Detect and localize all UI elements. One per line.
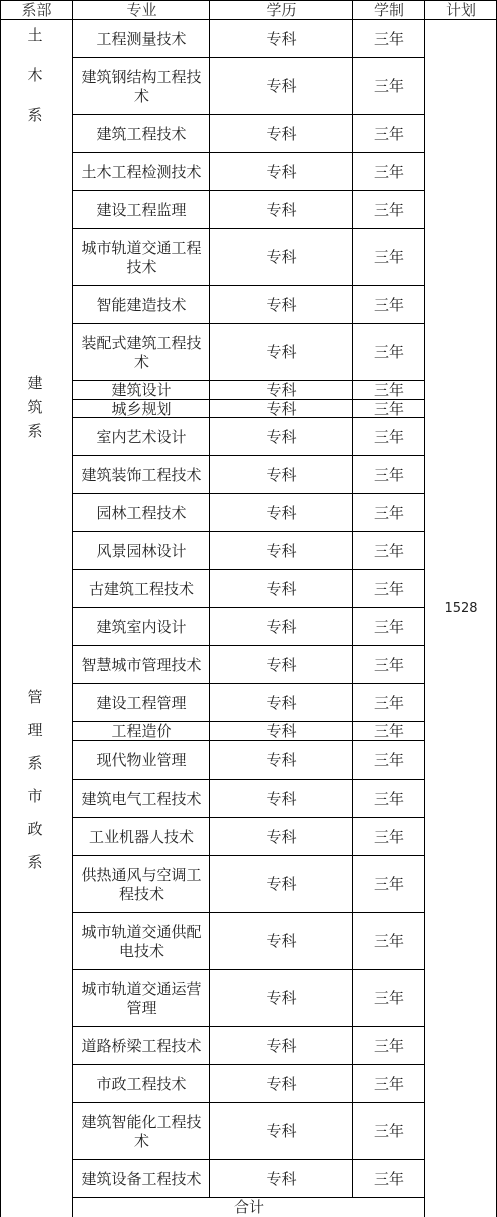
row-duration: 三年 (373, 617, 404, 636)
row-duration: 三年 (373, 465, 404, 484)
row-degree: 专科 (266, 399, 297, 418)
department-label-char: 筑 (27, 398, 43, 416)
row-major: 建筑智能化工程技术 (81, 1112, 202, 1150)
department-label-char: 系 (27, 106, 43, 124)
row-degree: 专科 (266, 541, 297, 560)
department-label-char: 土 (27, 26, 43, 44)
horizontal-rule (72, 190, 425, 191)
row-degree: 专科 (266, 1074, 297, 1093)
row-duration: 三年 (373, 827, 404, 846)
horizontal-rule (72, 779, 425, 780)
row-degree: 专科 (266, 295, 297, 314)
row-duration: 三年 (373, 503, 404, 522)
horizontal-rule (72, 1159, 425, 1160)
row-duration: 三年 (373, 381, 404, 399)
row-major: 园林工程技术 (96, 503, 187, 522)
department-label-char: 系 (27, 754, 43, 772)
row-major: 城乡规划 (111, 399, 172, 418)
vertical-rule (424, 0, 425, 1217)
row-duration: 三年 (373, 1074, 404, 1093)
row-major: 风景园林设计 (96, 541, 187, 560)
row-degree: 专科 (266, 875, 297, 893)
row-duration: 三年 (373, 751, 404, 769)
row-major: 建筑设备工程技术 (81, 1169, 202, 1188)
row-major: 城市轨道交通运营管理 (81, 979, 202, 1017)
horizontal-rule (72, 152, 425, 153)
row-major: 工程测量技术 (96, 29, 187, 48)
row-degree: 专科 (266, 503, 297, 522)
row-duration: 三年 (373, 343, 404, 361)
row-duration: 三年 (373, 1122, 404, 1140)
row-degree: 专科 (266, 693, 297, 712)
row-degree: 专科 (266, 29, 297, 48)
header-degree: 学历 (266, 0, 297, 19)
row-major: 建设工程管理 (96, 693, 187, 712)
row-degree: 专科 (266, 381, 297, 399)
row-major: 智慧城市管理技术 (81, 655, 202, 674)
row-major: 城市轨道交通工程技术 (81, 238, 202, 276)
horizontal-rule (72, 493, 425, 494)
row-major: 建筑钢结构工程技术 (81, 67, 202, 105)
row-major: 建筑电气工程技术 (81, 789, 202, 808)
header-dept: 系部 (21, 0, 52, 19)
horizontal-rule (72, 645, 425, 646)
row-duration: 三年 (373, 162, 404, 181)
row-degree: 专科 (266, 1122, 297, 1140)
department-label-char: 木 (27, 66, 43, 84)
total-label: 合计 (233, 1198, 264, 1216)
plan-total: 1528 (444, 601, 478, 616)
row-duration: 三年 (373, 655, 404, 674)
department-label-char: 管 (27, 688, 43, 706)
row-duration: 三年 (373, 248, 404, 266)
row-major: 土木工程检测技术 (81, 162, 202, 181)
department-label-char: 建 (27, 374, 43, 392)
horizontal-rule (72, 969, 425, 970)
row-degree: 专科 (266, 989, 297, 1007)
horizontal-rule (72, 721, 425, 722)
row-major: 建筑设计 (111, 381, 172, 399)
row-duration: 三年 (373, 541, 404, 560)
row-duration: 三年 (373, 989, 404, 1007)
horizontal-rule (72, 607, 425, 608)
row-major: 供热通风与空调工程技术 (81, 865, 202, 903)
row-degree: 专科 (266, 248, 297, 266)
department-label-char: 市 (27, 787, 43, 805)
row-major: 建筑工程技术 (96, 124, 187, 143)
horizontal-rule (0, 0, 497, 1)
horizontal-rule (72, 399, 425, 400)
row-degree: 专科 (266, 579, 297, 598)
department-label-char: 系 (27, 422, 43, 440)
horizontal-rule (72, 1064, 425, 1065)
row-degree: 专科 (266, 77, 297, 95)
header-duration: 学制 (373, 0, 404, 19)
department-label-char: 理 (27, 721, 43, 739)
department-label-char: 政 (27, 820, 43, 838)
row-degree: 专科 (266, 465, 297, 484)
row-major: 古建筑工程技术 (88, 579, 194, 598)
row-duration: 三年 (373, 1036, 404, 1055)
horizontal-rule (72, 1026, 425, 1027)
row-duration: 三年 (373, 789, 404, 808)
row-duration: 三年 (373, 77, 404, 95)
header-major: 专业 (126, 0, 157, 19)
row-major: 现代物业管理 (96, 751, 187, 769)
horizontal-rule (72, 817, 425, 818)
row-duration: 三年 (373, 722, 404, 740)
horizontal-rule (72, 531, 425, 532)
horizontal-rule (72, 380, 425, 381)
horizontal-rule (72, 285, 425, 286)
header-plan: 计划 (445, 0, 476, 19)
row-duration: 三年 (373, 693, 404, 712)
row-duration: 三年 (373, 1169, 404, 1188)
row-duration: 三年 (373, 875, 404, 893)
row-major: 装配式建筑工程技术 (81, 333, 202, 371)
row-degree: 专科 (266, 655, 297, 674)
row-degree: 专科 (266, 617, 297, 636)
row-degree: 专科 (266, 343, 297, 361)
row-major: 建筑室内设计 (96, 617, 187, 636)
row-degree: 专科 (266, 427, 297, 446)
horizontal-rule (72, 1102, 425, 1103)
row-duration: 三年 (373, 124, 404, 143)
row-major: 道路桥梁工程技术 (81, 1036, 202, 1055)
vertical-rule (72, 0, 73, 1217)
row-duration: 三年 (373, 295, 404, 314)
horizontal-rule (72, 740, 425, 741)
row-duration: 三年 (373, 932, 404, 950)
row-duration: 三年 (373, 29, 404, 48)
row-major: 工程造价 (111, 722, 172, 740)
row-major: 城市轨道交通供配电技术 (81, 922, 202, 960)
horizontal-rule (72, 912, 425, 913)
vertical-rule (0, 0, 1, 1217)
horizontal-rule (72, 417, 425, 418)
row-duration: 三年 (373, 399, 404, 418)
row-degree: 专科 (266, 932, 297, 950)
row-degree: 专科 (266, 751, 297, 769)
row-major: 室内艺术设计 (96, 427, 187, 446)
horizontal-rule (0, 19, 497, 20)
row-degree: 专科 (266, 789, 297, 808)
row-degree: 专科 (266, 827, 297, 846)
horizontal-rule (72, 569, 425, 570)
row-degree: 专科 (266, 1036, 297, 1055)
vertical-rule (209, 0, 210, 1198)
row-duration: 三年 (373, 200, 404, 219)
row-duration: 三年 (373, 427, 404, 446)
row-degree: 专科 (266, 200, 297, 219)
horizontal-rule (72, 683, 425, 684)
row-degree: 专科 (266, 124, 297, 143)
row-degree: 专科 (266, 1169, 297, 1188)
vertical-rule (352, 0, 353, 1198)
row-major: 市政工程技术 (96, 1074, 187, 1093)
row-degree: 专科 (266, 162, 297, 181)
row-major: 智能建造技术 (96, 295, 187, 314)
horizontal-rule (72, 323, 425, 324)
horizontal-rule (72, 1197, 425, 1198)
horizontal-rule (72, 228, 425, 229)
horizontal-rule (72, 855, 425, 856)
row-degree: 专科 (266, 722, 297, 740)
row-duration: 三年 (373, 579, 404, 598)
department-label-char: 系 (27, 853, 43, 871)
horizontal-rule (72, 57, 425, 58)
row-major: 工业机器人技术 (88, 827, 194, 846)
row-major: 建筑装饰工程技术 (81, 465, 202, 484)
horizontal-rule (72, 455, 425, 456)
horizontal-rule (72, 114, 425, 115)
row-major: 建设工程监理 (96, 200, 187, 219)
